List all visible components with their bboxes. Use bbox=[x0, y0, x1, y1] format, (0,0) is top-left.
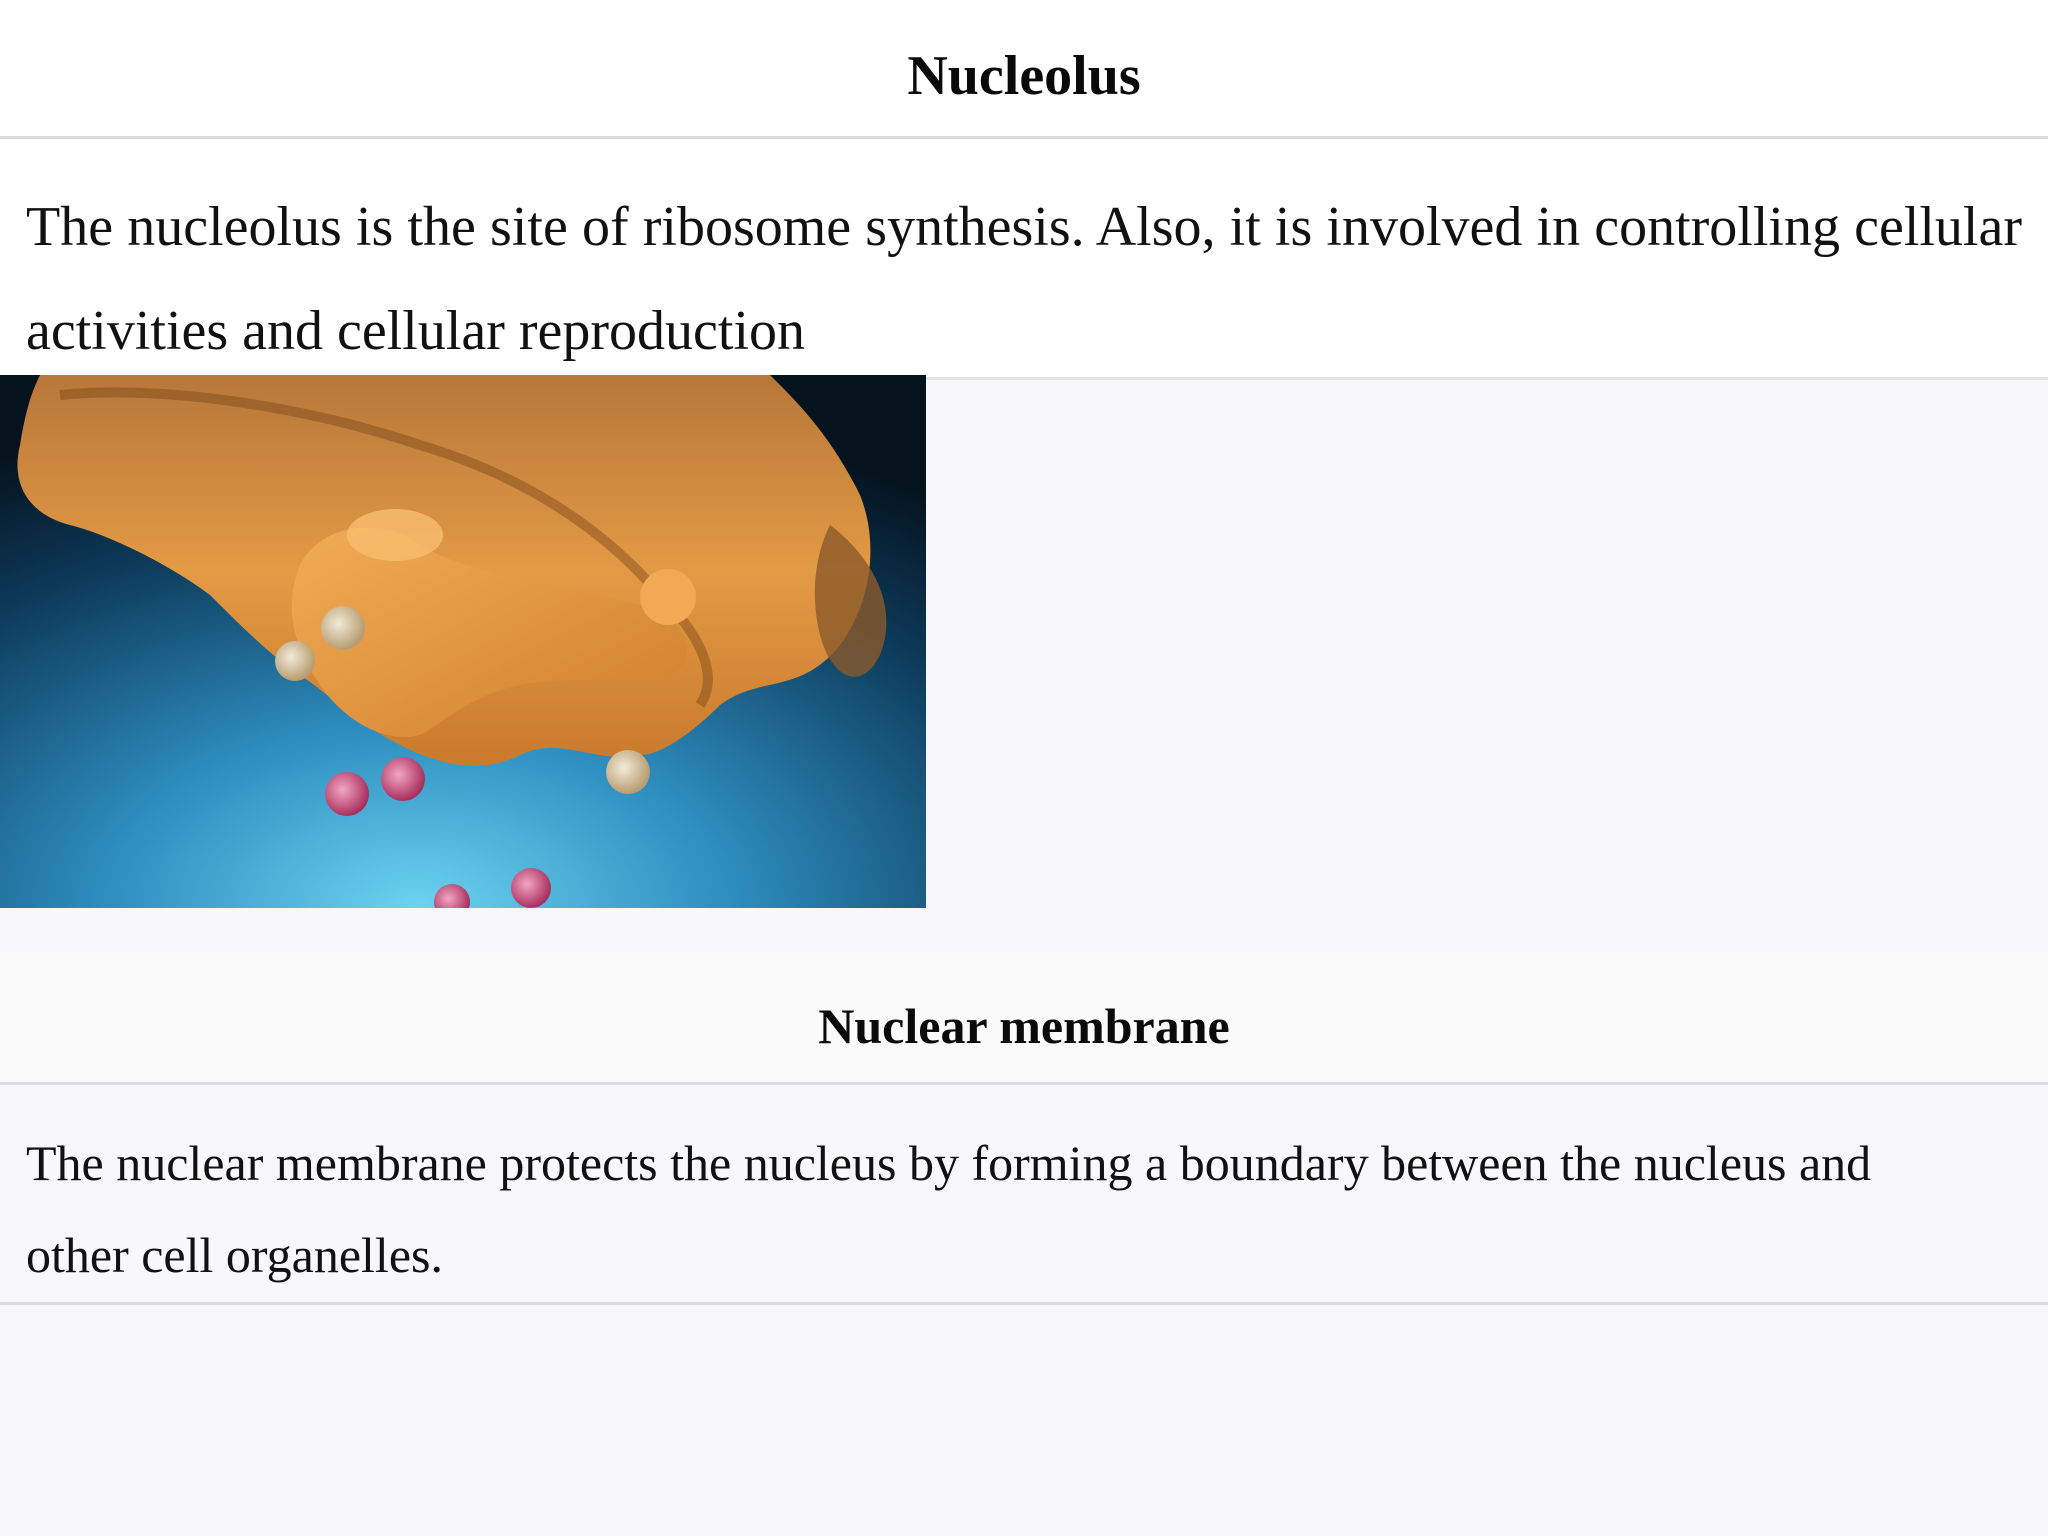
nucleolus-illustration bbox=[0, 375, 926, 908]
nucleolus-highlight bbox=[347, 509, 443, 561]
section-title-nucleolus: Nucleolus bbox=[0, 0, 2048, 136]
section-body-nucleolus: The nucleolus is the site of ribosome synthesis. Also, it is involved in controlling cellular activities and cellular reproduction bbox=[26, 196, 2022, 362]
ribosome-pale bbox=[321, 606, 365, 650]
divider bbox=[0, 1082, 2048, 1085]
section-title-nuclear-membrane: Nuclear membrane bbox=[0, 955, 2048, 1083]
divider bbox=[0, 1302, 2048, 1305]
ribosome-pink bbox=[325, 772, 369, 816]
ribosome-pink bbox=[381, 757, 425, 801]
ribosome-pale bbox=[606, 750, 650, 794]
ribosome-pale bbox=[275, 641, 315, 681]
ribosome-pink bbox=[511, 868, 551, 908]
nucleolus-knob bbox=[640, 569, 696, 625]
section-body-nuclear-membrane: The nuclear membrane protects the nucleus by forming a boundary between the nucleus and other cell organelles. bbox=[26, 1135, 1872, 1283]
